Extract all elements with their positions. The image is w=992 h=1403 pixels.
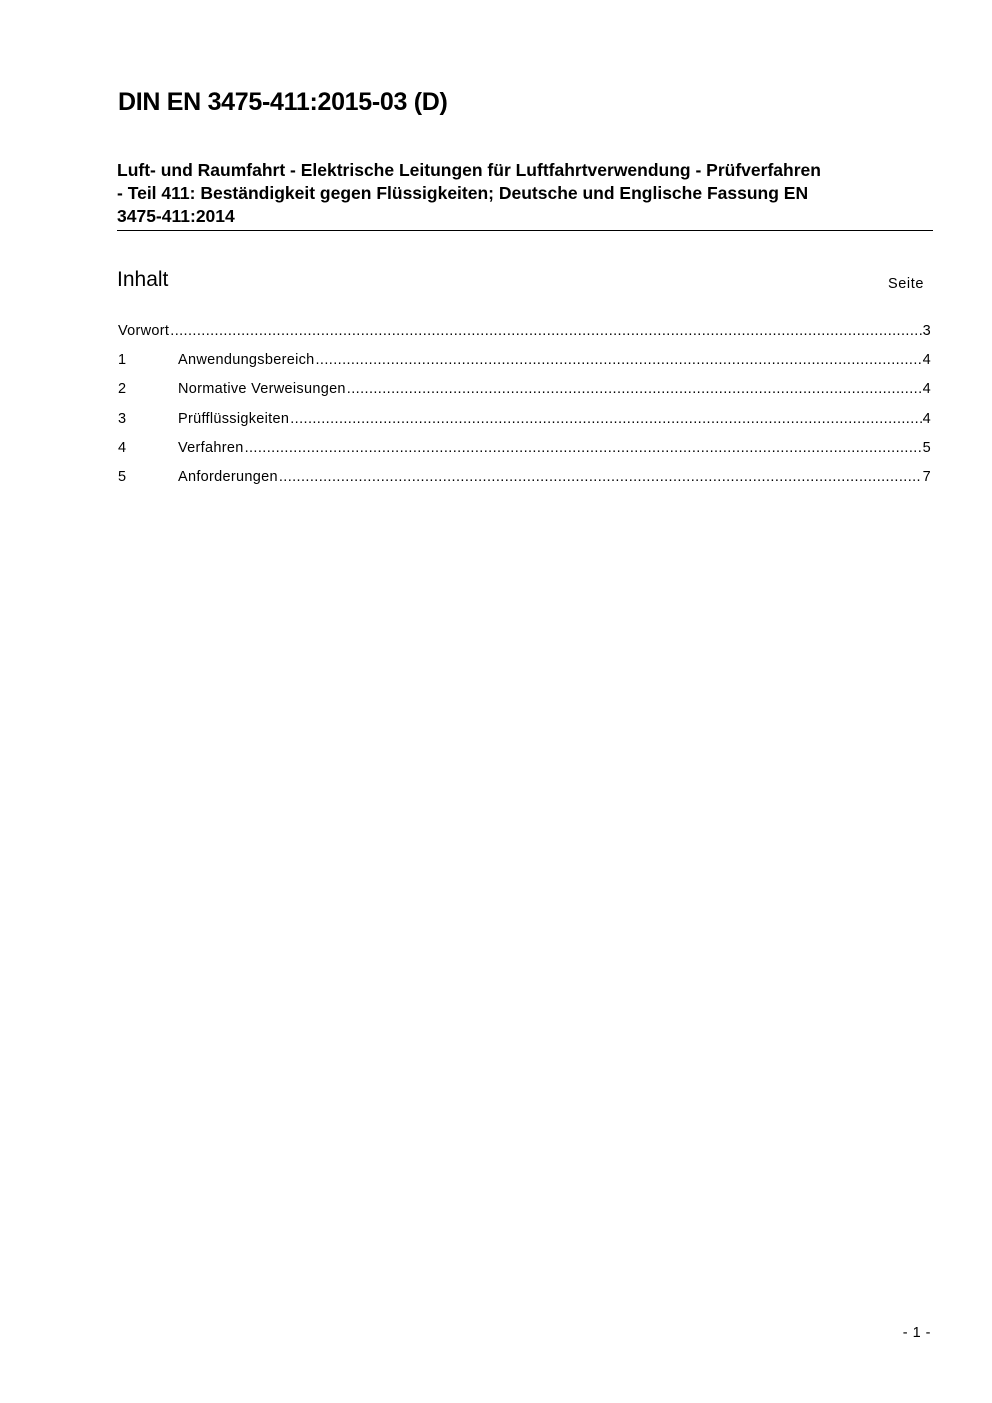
toc-entry-title: Normative Verweisungen (178, 381, 346, 398)
toc-entry-number: 5 (118, 468, 127, 485)
toc-entry-page: 7 (922, 468, 931, 485)
toc-entry-page: 4 (922, 410, 931, 427)
toc-heading: Inhalt (117, 268, 169, 291)
page-number: - 1 - (902, 1325, 931, 1341)
document-title-line: - Teil 411: Beständigkeit gegen Flüssigkeiten; Deutsche und Englische Fassung EN (117, 183, 809, 203)
toc-entry-number: 1 (118, 352, 127, 369)
toc-entry-verfahren[interactable] (118, 440, 931, 469)
toc-entry-title: Vorwort (118, 323, 170, 339)
toc-dot-leader (245, 440, 922, 456)
toc-entry-page: 4 (922, 381, 931, 398)
toc-entry-title: Verfahren (178, 439, 244, 456)
document-title-line: Luft- und Raumfahrt - Elektrische Leitungen für Luftfahrtverwendung - Prüfverfahren (117, 160, 821, 180)
toc-entry-pruefflussigkeiten[interactable] (118, 411, 931, 440)
table-of-contents (118, 323, 931, 498)
toc-entry-anforderungen[interactable] (118, 469, 931, 498)
toc-entry-normative-verweisungen[interactable] (118, 381, 931, 410)
toc-entry-vorwort[interactable] (118, 323, 931, 352)
toc-entry-title: Anwendungsbereich (178, 352, 315, 369)
toc-entry-page: 4 (922, 352, 931, 369)
toc-entry-number: 4 (118, 439, 127, 456)
toc-dot-leader (279, 469, 922, 485)
document-title (117, 159, 933, 231)
toc-entry-anwendungsbereich[interactable] (118, 352, 931, 381)
document-title-line: 3475-411:2014 (117, 206, 235, 226)
toc-dot-leader (170, 323, 921, 339)
toc-entry-title: Prüfflüssigkeiten (178, 410, 290, 427)
toc-entry-page: 3 (922, 323, 931, 339)
toc-dot-leader (316, 352, 922, 368)
toc-entry-page: 5 (922, 439, 931, 456)
toc-entry-number: 3 (118, 410, 127, 427)
toc-entry-number: 2 (118, 381, 127, 398)
toc-entry-title: Anforderungen (178, 468, 278, 485)
toc-dot-leader (347, 381, 922, 397)
toc-dot-leader (290, 411, 921, 427)
toc-page-label: Seite (887, 276, 924, 292)
document-id: DIN EN 3475-411:2015-03 (D) (118, 88, 448, 116)
